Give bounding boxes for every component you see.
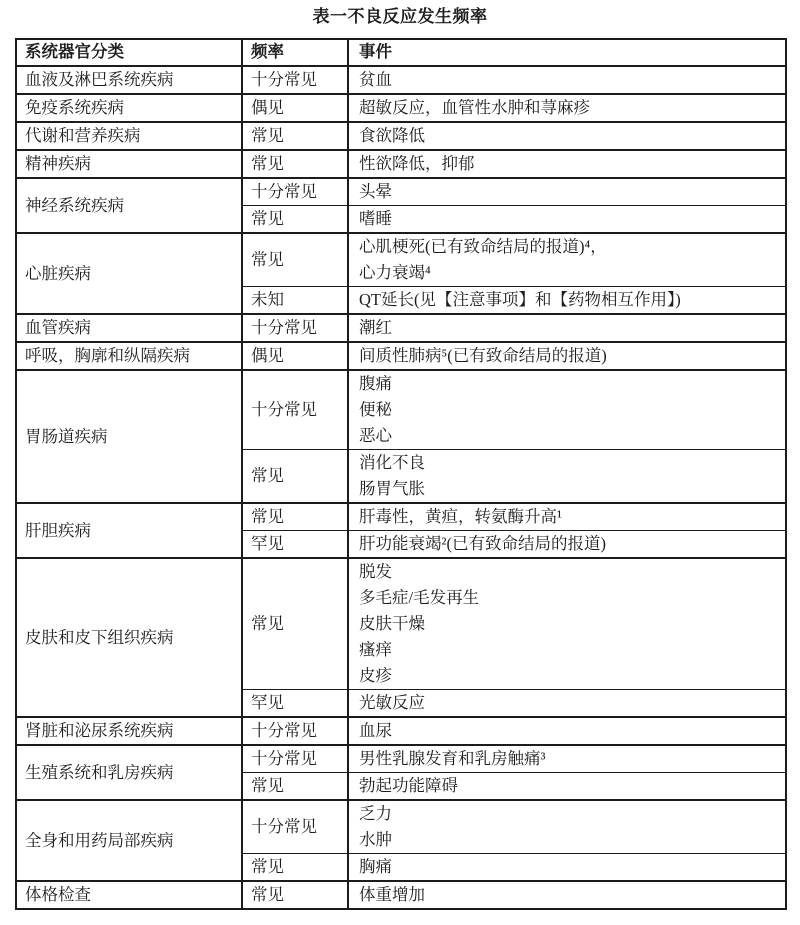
event-line: 乏力 xyxy=(359,804,392,823)
system-organ-class-cell: 代谢和营养疾病 xyxy=(16,122,242,150)
event-line: 勃起功能障碍 xyxy=(359,776,458,795)
event-line: QT延长(见【注意事项】和【药物相互作用】) xyxy=(359,290,681,309)
system-organ-class-cell: 血液及淋巴系统疾病 xyxy=(16,66,242,94)
table-row xyxy=(16,178,786,206)
event-line: 瘙痒 xyxy=(359,640,392,659)
event-cell xyxy=(348,881,786,909)
table-row xyxy=(16,314,786,342)
page-title: 表一不良反应发生频率 xyxy=(312,7,488,26)
frequency-cell: 常见 xyxy=(242,503,348,531)
event-line: 胸痛 xyxy=(359,857,392,876)
event-line: 潮红 xyxy=(359,318,392,337)
system-organ-class-cell: 皮肤和皮下组织疾病 xyxy=(16,558,242,717)
frequency-cell: 偶见 xyxy=(242,342,348,370)
event-cell xyxy=(348,94,786,122)
table-row xyxy=(16,745,786,773)
frequency-cell: 十分常见 xyxy=(242,66,348,94)
adverse-reactions-table xyxy=(15,38,787,910)
header-system-organ-class: 系统器官分类 xyxy=(16,39,242,66)
table-row xyxy=(16,558,786,690)
event-cell xyxy=(348,558,786,690)
event-line: 食欲降低 xyxy=(359,126,425,145)
system-organ-class-cell: 神经系统疾病 xyxy=(16,178,242,233)
frequency-cell: 常见 xyxy=(242,854,348,882)
event-line: 腹痛 xyxy=(359,374,392,393)
event-cell xyxy=(348,342,786,370)
frequency-cell: 常见 xyxy=(242,450,348,504)
event-line: 消化不良 xyxy=(359,453,425,472)
event-line: 脱发 xyxy=(359,562,392,581)
event-cell xyxy=(348,450,786,504)
system-organ-class-cell: 胃肠道疾病 xyxy=(16,370,242,503)
frequency-cell: 偶见 xyxy=(242,94,348,122)
event-cell xyxy=(348,854,786,882)
table-row xyxy=(16,370,786,450)
frequency-cell: 罕见 xyxy=(242,690,348,718)
system-organ-class-cell: 体格检查 xyxy=(16,881,242,909)
event-cell xyxy=(348,287,786,315)
event-line: 水肿 xyxy=(359,830,392,849)
table-body xyxy=(16,66,786,909)
table-row xyxy=(16,150,786,178)
header-frequency: 频率 xyxy=(242,39,348,66)
event-cell xyxy=(348,503,786,531)
system-organ-class-cell: 精神疾病 xyxy=(16,150,242,178)
event-line: 头晕 xyxy=(359,182,392,201)
system-organ-class-cell: 免疫系统疾病 xyxy=(16,94,242,122)
event-line: 肝功能衰竭²(已有致命结局的报道) xyxy=(359,534,606,553)
system-organ-class-cell: 肾脏和泌尿系统疾病 xyxy=(16,717,242,745)
system-organ-class-cell: 全身和用药局部疾病 xyxy=(16,800,242,881)
event-line: 贫血 xyxy=(359,70,392,89)
event-line: 性欲降低，抑郁 xyxy=(359,154,475,173)
event-cell xyxy=(348,800,786,854)
frequency-cell: 十分常见 xyxy=(242,178,348,206)
event-cell xyxy=(348,773,786,801)
frequency-cell: 十分常见 xyxy=(242,370,348,450)
event-line: 皮疹 xyxy=(359,666,392,685)
event-line: 光敏反应 xyxy=(359,693,425,712)
event-cell xyxy=(348,233,786,287)
event-line: 超敏反应，血管性水肿和荨麻疹 xyxy=(359,98,590,117)
event-line: 体重增加 xyxy=(359,885,425,904)
system-organ-class-cell: 血管疾病 xyxy=(16,314,242,342)
table-row xyxy=(16,503,786,531)
table-row xyxy=(16,94,786,122)
table-row xyxy=(16,122,786,150)
event-cell xyxy=(348,314,786,342)
event-cell xyxy=(348,370,786,450)
frequency-cell: 常见 xyxy=(242,233,348,287)
event-line: 嗜睡 xyxy=(359,209,392,228)
header-row xyxy=(16,39,786,66)
system-organ-class-cell: 呼吸，胸廓和纵隔疾病 xyxy=(16,342,242,370)
event-line: 心力衰竭⁴ xyxy=(359,263,431,282)
event-line: 血尿 xyxy=(359,721,392,740)
table-row xyxy=(16,233,786,287)
frequency-cell: 十分常见 xyxy=(242,800,348,854)
event-line: 皮肤干燥 xyxy=(359,614,425,633)
frequency-cell: 常见 xyxy=(242,150,348,178)
event-cell xyxy=(348,531,786,559)
table-row xyxy=(16,717,786,745)
table-row xyxy=(16,800,786,854)
frequency-cell: 常见 xyxy=(242,773,348,801)
frequency-cell: 常见 xyxy=(242,881,348,909)
event-line: 便秘 xyxy=(359,400,392,419)
frequency-cell: 十分常见 xyxy=(242,745,348,773)
event-cell xyxy=(348,150,786,178)
table-row xyxy=(16,66,786,94)
table-header xyxy=(16,39,786,66)
system-organ-class-cell: 心脏疾病 xyxy=(16,233,242,314)
table-row xyxy=(16,881,786,909)
event-cell xyxy=(348,206,786,234)
event-line: 男性乳腺发育和乳房触痛³ xyxy=(359,749,546,768)
event-cell xyxy=(348,717,786,745)
table-row xyxy=(16,342,786,370)
system-organ-class-cell: 生殖系统和乳房疾病 xyxy=(16,745,242,800)
event-line: 间质性肺病⁵(已有致命结局的报道) xyxy=(359,346,607,365)
frequency-cell: 罕见 xyxy=(242,531,348,559)
event-line: 多毛症/毛发再生 xyxy=(359,588,480,607)
event-cell xyxy=(348,66,786,94)
event-line: 肝毒性，黄疸，转氨酶升高¹ xyxy=(359,507,562,526)
frequency-cell: 十分常见 xyxy=(242,314,348,342)
frequency-cell: 十分常见 xyxy=(242,717,348,745)
event-line: 恶心 xyxy=(359,426,392,445)
header-event: 事件 xyxy=(348,39,786,66)
frequency-cell: 常见 xyxy=(242,122,348,150)
frequency-cell: 未知 xyxy=(242,287,348,315)
event-cell xyxy=(348,178,786,206)
event-cell xyxy=(348,122,786,150)
event-line: 肠胃气胀 xyxy=(359,479,425,498)
frequency-cell: 常见 xyxy=(242,558,348,690)
event-line: 心肌梗死(已有致命结局的报道)⁴， xyxy=(359,237,607,256)
frequency-cell: 常见 xyxy=(242,206,348,234)
system-organ-class-cell: 肝胆疾病 xyxy=(16,503,242,558)
event-cell xyxy=(348,745,786,773)
event-cell xyxy=(348,690,786,718)
